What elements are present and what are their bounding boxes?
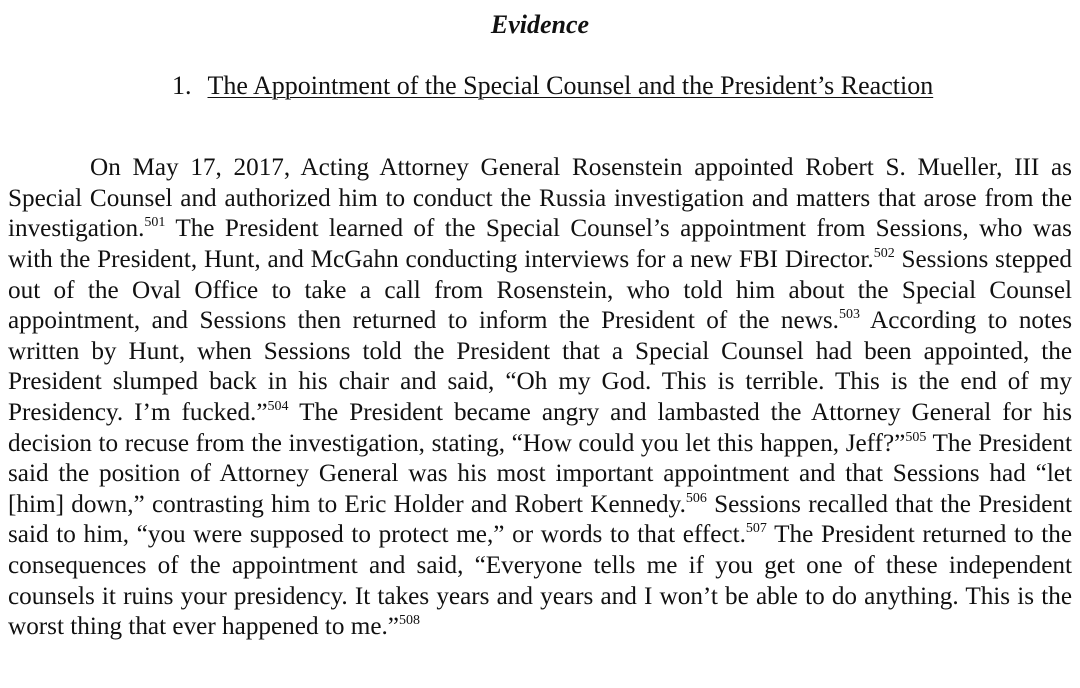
paragraph-text: The President said the position of Attorney General was his most important appointment and that Sessions had “let [him] down,” contrasting him to Eric Holder and Robert Kennedy.	[8, 429, 1072, 518]
evidence-heading: Evidence	[490, 10, 590, 39]
footnote-ref: 505	[905, 429, 927, 445]
footnote-ref: 502	[873, 246, 895, 262]
paragraph-text: The President returned to the consequences of the appointment and said, “Everyone tells me if you get one of these independent counsels it ruins your presidency. It takes years and years and I won’t be able to do anything. This is the worst thing that ever happened to me.”	[8, 521, 1072, 641]
paragraph-text: Sessions stepped out of the Oval Office to take a call from Rosenstein, who told him about the Special Counsel appointment, and Sessions then returned to inform the President of the news.	[8, 245, 1072, 335]
paragraph-text: The President learned of the Special Counsel’s appointment from Sessions, who was with the President, Hunt, and McGahn conducting interviews for a new FBI Director.	[8, 215, 1072, 273]
section-number: 1.	[172, 71, 192, 100]
paragraph-text: According to notes written by Hunt, when Sessions told the President that a Special Counsel had been appointed, the President slumped back in his chair and said, “Oh my God. This is terrible. This is the end of my Presidency. I’m fucked.”	[8, 307, 1072, 426]
footnote-ref: 508	[398, 613, 420, 629]
paragraph-text: The President became angry and lambasted the Attorney General for his decision to recuse from the investigation, stating, “How could you let this happen, Jeff?”	[8, 398, 1072, 457]
section-title-text: The Appointment of the Special Counsel and the President’s Reaction	[207, 71, 934, 100]
section-title	[172, 70, 933, 102]
footnote-ref: 506	[685, 490, 707, 506]
footnote-ref: 501	[144, 215, 166, 231]
footnote-ref: 503	[838, 307, 860, 323]
body-paragraph	[8, 153, 1072, 643]
paragraph-text: On May 17, 2017, Acting Attorney General Rosenstein appointed Robert S. Mueller, III as Special Counsel and authorized him to conduct the Russia investigation and matters that arose from the investigation.	[8, 154, 1072, 243]
footnote-ref: 504	[267, 399, 289, 415]
footnote-ref: 507	[745, 521, 767, 537]
paragraph-text: Sessions recalled that the President said to him, “you were supposed to protect me,” or words to that effect.	[8, 490, 1072, 549]
